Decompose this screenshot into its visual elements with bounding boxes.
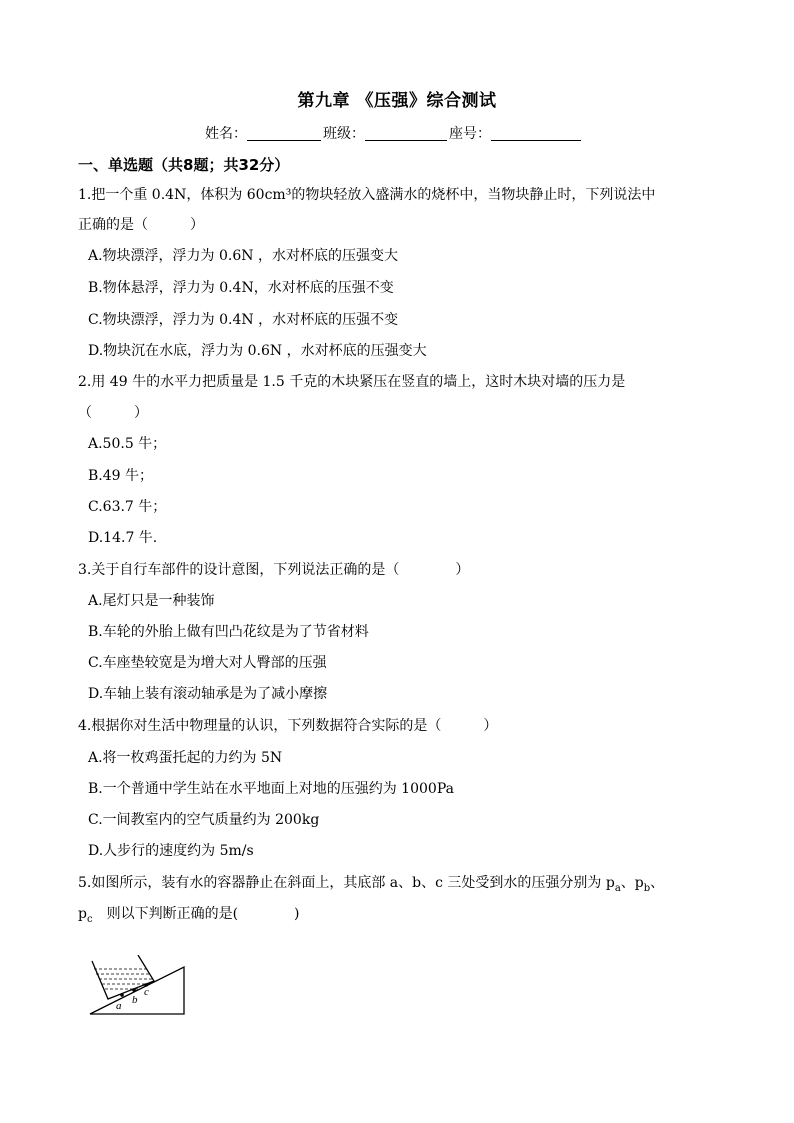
question-4-option-b: B.一个普通中学生站在水平地面上对地的压强约为 1000Pa xyxy=(88,781,454,797)
label-a: a xyxy=(116,1000,122,1012)
question-3-stem: 3.关于自行车部件的设计意图，下列说法正确的是（ ） xyxy=(78,562,470,578)
question-2-option-d: D.14.7 牛. xyxy=(88,530,158,546)
question-4-option-a: A.将一枚鸡蛋托起的力约为 5N xyxy=(88,750,283,766)
page-title: 第九章 《压强》综合测试 xyxy=(297,91,497,111)
label-b: b xyxy=(132,994,138,1006)
seat-blank[interactable] xyxy=(491,126,581,141)
separator-2: 、 xyxy=(650,875,665,891)
question-1-option-b: B.物体悬浮，浮力为 0.4N，水对杯底的压强不变 xyxy=(88,280,394,296)
question-1-option-a: A.物块漂浮，浮力为 0.6N ，水对杯底的压强变大 xyxy=(88,248,398,264)
pressure-pc xyxy=(78,906,93,925)
pb-symbol: p xyxy=(634,875,644,891)
pa-subscript: a xyxy=(614,882,621,894)
question-5-stem-cont xyxy=(78,905,300,929)
class-label: 班级： xyxy=(323,126,365,142)
student-info-row xyxy=(205,123,583,143)
question-5-stem-suffix: 则以下判断正确的是( ) xyxy=(92,906,300,922)
question-2-option-b: B.49 牛； xyxy=(88,468,154,484)
question-2-stem-cont: （ ） xyxy=(78,405,148,421)
question-3-option-d: D.车轴上装有滚动轴承是为了减小摩擦 xyxy=(88,686,328,702)
name-label: 姓名： xyxy=(205,126,247,142)
point-a-marker xyxy=(120,993,124,997)
section-heading: 一、单选题（共8题；共32分） xyxy=(78,156,290,174)
question-1-option-d: D.物块沉在水底，浮力为 0.6N ，水对杯底的压强变大 xyxy=(88,343,427,359)
container-on-incline-figure xyxy=(88,955,192,1019)
pressure-pb xyxy=(634,875,651,894)
question-2-option-c: C.63.7 牛； xyxy=(88,499,167,515)
question-3-option-a: A.尾灯只是一种装饰 xyxy=(88,593,215,609)
question-3-option-b: B.车轮的外胎上做有凹凸花纹是为了节省材料 xyxy=(88,624,369,640)
question-4-option-d: D.人步行的速度约为 5m/s xyxy=(88,843,254,859)
question-1-stem-cont: 正确的是（ ） xyxy=(78,217,204,233)
question-2-stem: 2.用 49 牛的水平力把质量是 1.5 千克的木块紧压在竖直的墙上，这时木块对墙的压力是 xyxy=(78,374,626,390)
pb-subscript: b xyxy=(643,882,651,894)
name-blank[interactable] xyxy=(247,126,321,141)
question-4-stem: 4.根据你对生活中物理量的认识，下列数据符合实际的是（ ） xyxy=(78,718,498,734)
pa-symbol: p xyxy=(605,875,615,891)
question-5-stem-text: 5.如图所示，装有水的容器静止在斜面上，其底部 a、b、c 三处受到水的压强分别为 xyxy=(78,875,606,891)
separator-1: 、 xyxy=(620,875,635,891)
question-3-option-c: C.车座垫较宽是为增大对人臀部的压强 xyxy=(88,655,327,671)
seat-label: 座号： xyxy=(449,126,491,142)
question-4-option-c: C.一间教室内的空气质量约为 200kg xyxy=(88,812,320,828)
pc-symbol: p xyxy=(78,906,87,922)
question-1-option-c: C.物块漂浮，浮力为 0.4N ，水对杯底的压强不变 xyxy=(88,312,399,328)
question-1-stem: 1.把一个重 0.4N，体积为 60cm³的物块轻放入盛满水的烧杯中，当物块静止时，下列说法中 xyxy=(78,187,656,203)
pressure-pa xyxy=(605,875,621,894)
class-blank[interactable] xyxy=(365,126,447,141)
point-b-marker xyxy=(132,988,136,992)
pc-subscript: c xyxy=(86,913,93,925)
question-5-stem xyxy=(78,874,664,898)
question-2-option-a: A.50.5 牛； xyxy=(88,436,167,452)
label-c: c xyxy=(144,986,149,998)
